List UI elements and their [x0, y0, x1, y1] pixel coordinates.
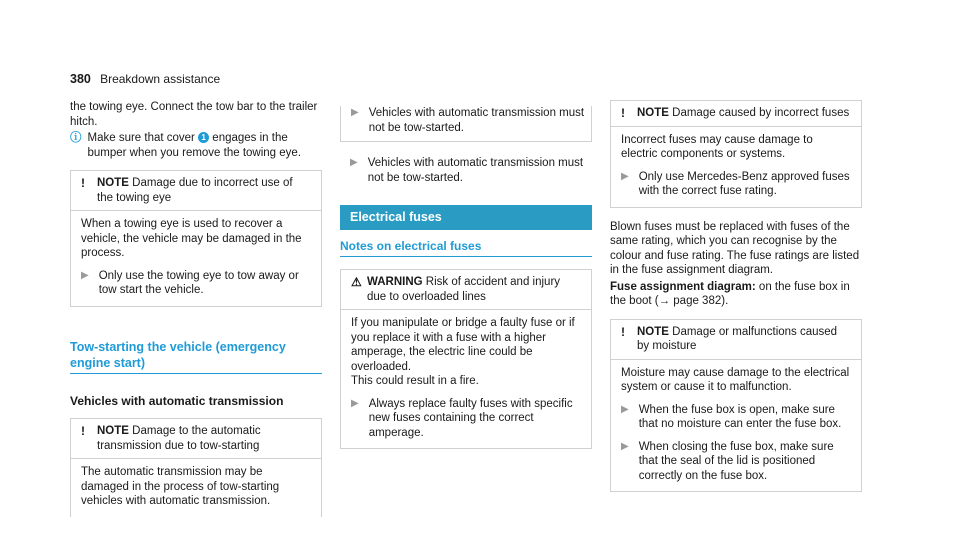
info-item [70, 131, 322, 160]
sub-heading: Vehicles with automatic transmission [70, 393, 284, 408]
note-body: Moisture may cause damage to the electrical system or cause it to malfunction. [621, 366, 850, 393]
diagram-text[interactable]: on the fuse box in the boot (→ page 382). [610, 280, 850, 307]
intro-text: the towing eye. Connect the tow bar to the trailer hitch. [70, 101, 318, 128]
column-2 [340, 100, 592, 449]
warning-icon: ⚠ [351, 275, 362, 289]
note-label: NOTE [637, 107, 669, 119]
column-3 [610, 100, 862, 492]
note-body: When a towing eye is used to recover a vehicle, the vehicle may be damaged in the process. [81, 218, 302, 259]
diagram-label: Fuse assignment diagram: [610, 280, 756, 293]
exclamation-icon: ! [621, 324, 625, 339]
step-arrow-icon: ▶ [350, 157, 358, 168]
chapter-band: Electrical fuses [340, 205, 592, 230]
note-label: NOTE [97, 425, 129, 437]
warning-box [340, 269, 592, 449]
step-arrow-icon: ▶ [621, 403, 629, 415]
page-header [70, 72, 220, 88]
note-body: The automatic transmission may be damaged in the process of tow-starting vehicles with automatic transmission. [81, 466, 280, 507]
section-heading: Tow-starting the vehicle (emergency engine start) [70, 339, 322, 374]
note-title: Damage due to incorrect use of the towing eye [97, 177, 293, 204]
step-arrow-icon: ▶ [621, 440, 629, 452]
step-text: Vehicles with automatic transmission must not be tow-started. [368, 107, 585, 134]
warning-title: Risk of accident and injury due to overloaded lines [367, 276, 561, 303]
note-title: Damage to the automatic transmission due to tow-starting [97, 425, 261, 452]
note-box [70, 418, 322, 517]
fuse-diagram-line [610, 280, 862, 309]
note-step: When the fuse box is open, make sure that no moisture can enter the fuse box. [638, 403, 842, 430]
warning-step: Always replace faulty fuses with specific new fuses containing the correct amperage. [368, 397, 573, 439]
step-text: Vehicles with automatic transmission must not be tow-started. [367, 157, 584, 184]
note-box [610, 100, 862, 208]
exclamation-icon: ! [621, 106, 625, 120]
note-step: When closing the fuse box, make sure that the seal of the lid is positioned correctly on the fuse box. [638, 440, 834, 482]
page-number: 380 [70, 72, 91, 86]
warning-label: WARNING [367, 276, 423, 288]
exclamation-icon: ! [81, 424, 85, 438]
note-title: Damage or malfunctions caused by moisture [637, 325, 838, 352]
step-arrow-icon: ▶ [81, 269, 89, 281]
step-arrow-icon: ▶ [351, 397, 359, 409]
warning-body: If you manipulate or bridge a faulty fuse or if you replace it with a fuse with a higher amperage, the electric line could be overloaded. [351, 317, 575, 373]
note-continuation-box [340, 106, 592, 142]
section-title: Breakdown assistance [100, 72, 221, 86]
note-box [610, 319, 862, 493]
note-box [70, 170, 322, 307]
note-label: NOTE [97, 177, 129, 189]
fuse-paragraph: Blown fuses must be replaced with fuses of the same rating, which you can recognise by the colour and fuse rating. The fuse ratings are listed in the fuse assignment diagram. [610, 220, 860, 276]
column-1 [70, 100, 322, 517]
info-icon: ⓘ [70, 132, 82, 144]
warning-body-2: This could result in a fire. [351, 375, 479, 387]
exclamation-icon: ! [81, 176, 85, 190]
info-text: Make sure that cover 1 engages in the bumper when you remove the towing eye. [87, 132, 302, 159]
note-step: Only use the towing eye to tow away or tow start the vehicle. [98, 269, 299, 296]
note-title: Damage caused by incorrect fuses [672, 107, 850, 119]
step-arrow-icon: ▶ [621, 170, 629, 182]
section-heading: Notes on electrical fuses [340, 239, 592, 258]
note-step: Only use Mercedes-Benz approved fuses with the correct fuse rating. [638, 170, 850, 197]
note-label: NOTE [637, 325, 669, 338]
step-item [340, 156, 592, 185]
marker-1-icon: 1 [198, 132, 209, 143]
note-body: Incorrect fuses may cause damage to electric components or systems. [621, 133, 813, 160]
step-arrow-icon: ▶ [351, 107, 359, 118]
